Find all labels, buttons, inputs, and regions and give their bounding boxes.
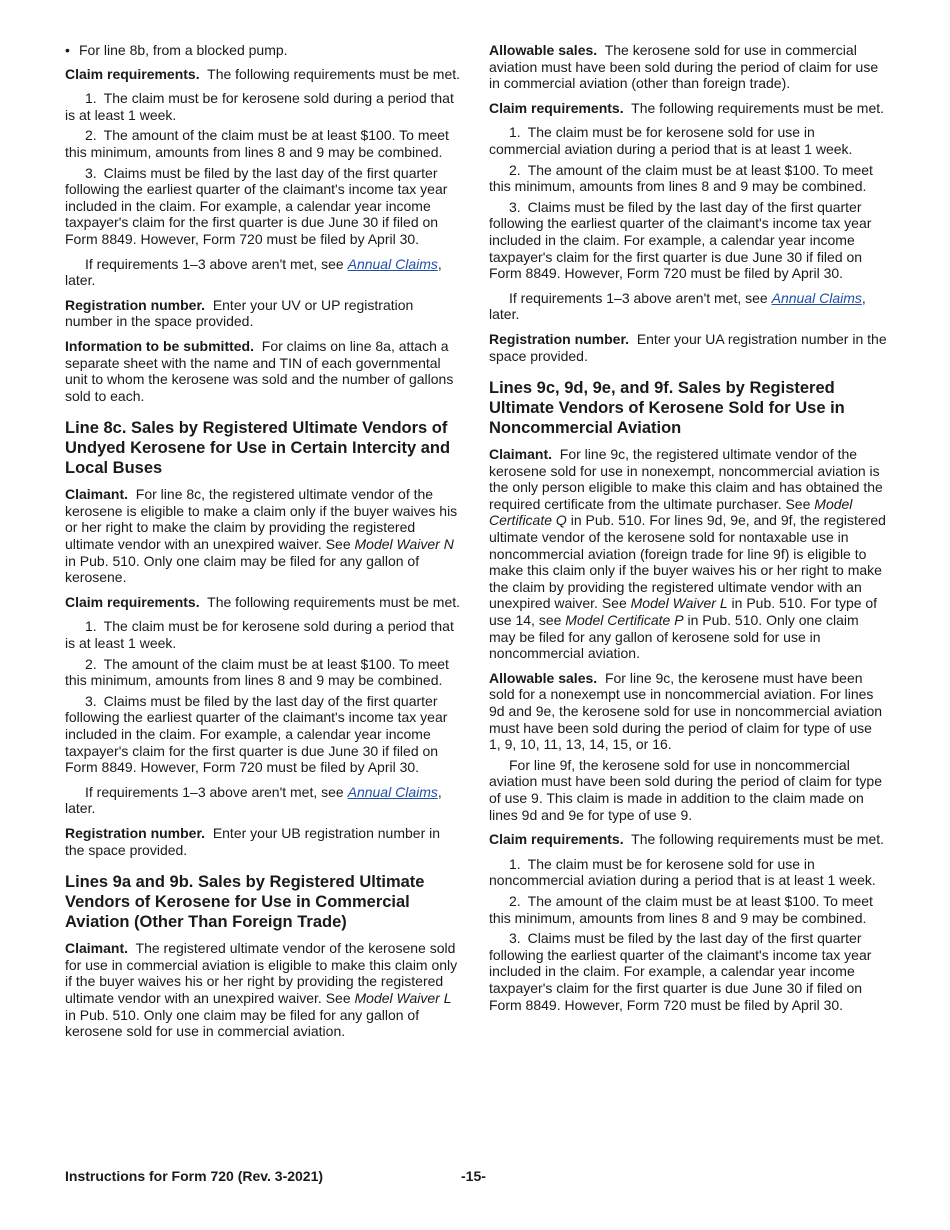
footer-form-title: Instructions for Form 720 (Rev. 3-2021): [65, 1168, 324, 1184]
requirement-item: 3. Claims must be filed by the last day of the first quarter following the earliest quarter of the claimant's income tax year included in the claim. For example, a calendar year income taxpayer's claim for the first quarter is due June 30 if filed on Form 8849. However, Form 720 must be filed by April 30.: [489, 930, 872, 1013]
claimant-9ab: Claimant. The registered ultimate vendor of the kerosene sold for use in commercial aviation is eligible to make this claim only if the buyer waives his or her right by providing the registered ultimate vendor with an unexpired waiver. See Model Waiver L in Pub. 510. Only one claim may be filed for any gallon of kerosene sold for use in commercial aviation.: [65, 940, 458, 1040]
claim-requirements-lead: Claim requirements.: [65, 65, 200, 82]
claim-requirements-9cf: Claim requirements. The following requirements must be met.: [489, 831, 885, 848]
heading-lines-9a-9b: Lines 9a and 9b. Sales by Registered Ultimate Vendors of Kerosene for Use in Commercial Aviation (Other Than Foreign Trade): [65, 873, 425, 932]
annual-claims-link[interactable]: Annual Claims: [347, 783, 438, 800]
heading-line-8c: Line 8c. Sales by Registered Ultimate Vendors of Undyed Kerosene for Use in Certain Intercity and Local Buses: [65, 419, 451, 478]
allowable-sales-lead: Allowable sales.: [489, 42, 598, 58]
requirements-not-met-note: If requirements 1–3 above aren't met, see Annual Claims, later.: [489, 289, 866, 323]
claim-requirements-8ab: [65, 66, 463, 83]
requirement-item: 3. Claims must be filed by the last day of the first quarter following the earliest quarter of the claimant's income tax year included in the claim. For example, a calendar year income taxpayer's claim for the first quarter is due June 30 if filed on Form 8849. However, Form 720 must be filed by April 30.: [65, 692, 448, 776]
registration-number-8ab: Registration number. Enter your UV or UP registration number in the space provided.: [65, 296, 414, 330]
bullet-line-8b: • For line 8b, from a blocked pump.: [65, 42, 463, 59]
model-waiver-l: Model Waiver L: [630, 595, 728, 612]
footer-page-number: -15-: [461, 1168, 486, 1184]
right-column: [489, 42, 887, 1021]
requirement-item: 2. The amount of the claim must be at least $100. To meet this minimum, amounts from lines 8 and 9 may be combined.: [489, 892, 873, 926]
information-to-be-submitted: Information to be submitted. For claims on line 8a, attach a separate sheet with the name and TIN of each governmental unit to whom the kerosene was sold and the number of gallons sold to each.: [65, 337, 454, 404]
annual-claims-link[interactable]: Annual Claims: [347, 255, 438, 272]
registration-number-8c: Registration number. Enter your UB registration number in the space provided.: [65, 824, 441, 858]
requirement-item: 2. The amount of the claim must be at least $100. To meet this minimum, amounts from lines 8 and 9 may be combined.: [65, 127, 449, 160]
allowable-sales-9ab: Allowable sales. The kerosene sold for use in commercial aviation must have been sold during the period of claim for use in commercial aviation (other than foreign trade).: [489, 42, 879, 92]
requirements-not-met-note: If requirements 1–3 above aren't met, see Annual Claims, later.: [65, 783, 442, 817]
model-waiver-l: Model Waiver L: [354, 989, 452, 1006]
requirement-item: 3. Claims must be filed by the last day of the first quarter following the earliest quarter of the claimant's income tax year included in the claim. For example, a calendar year income taxpayer's claim for the first quarter is due June 30 if filed on Form 8849. However, Form 720 must be filed by April 30.: [489, 198, 872, 282]
registration-number-lead: Registration number.: [65, 296, 206, 313]
registration-number-9ab: Registration number. Enter your UA registration number in the space provided.: [489, 330, 887, 364]
requirement-item: 1. The claim must be for kerosene sold for use in commercial aviation during a period that is at least 1 week.: [489, 124, 853, 157]
requirement-item: 2. The amount of the claim must be at least $100. To meet this minimum, amounts from lines 8 and 9 may be combined.: [65, 655, 449, 689]
registration-number-lead: Registration number.: [489, 330, 630, 347]
requirements-not-met-note: If requirements 1–3 above aren't met, see Annual Claims, later.: [65, 255, 442, 289]
claim-requirements-9ab: Claim requirements. The following requirements must be met.: [489, 99, 885, 116]
left-column: [65, 42, 463, 1048]
annual-claims-link[interactable]: Annual Claims: [771, 289, 862, 306]
model-certificate-p: Model Certificate P: [565, 612, 684, 629]
line-9f-paragraph: For line 9f, the kerosene sold for use in noncommercial aviation must have been sold during the period of claim for type of use 9. This claim is made in addition to the claim made on lines 9d and 9e for type of use 9.: [489, 756, 883, 823]
claim-requirements-lead: Claim requirements.: [489, 831, 624, 848]
claim-requirements-text: The following requirements must be met.: [207, 65, 461, 82]
allowable-sales-lead: Allowable sales.: [489, 669, 598, 686]
model-certificate-q: Model Certificate Q: [489, 495, 853, 529]
claimant-8c: Claimant. For line 8c, the registered ultimate vendor of the kerosene is eligible to make a claim only if the buyer waives his or her right to make the claim by providing the registered ultimate vendor with an unexpired waiver. See Model Waiver N in Pub. 510. Only one claim may be filed for any gallon of kerosene.: [65, 486, 458, 586]
claimant-lead: Claimant.: [65, 940, 129, 957]
information-lead: Information to be submitted.: [65, 337, 254, 354]
claimant-9cf: Claimant. For line 9c, the registered ultimate vendor of the kerosene sold for use in nonexempt, noncommercial aviation is the only person eligible to make this claim and has obtained the required certificate from the ultimate purchaser. See Model Certificate Q in Pub. 510. For lines 9d, 9e, and 9f, the registered ultimate vendor of the kerosene sold for nontaxable use in noncommercial aviation (foreign trade for line 9f) is eligible to make this claim only if the buyer waives his or her right to make the claim by providing the registered ultimate vendor with an unexpired waiver. See Model Waiver L in Pub. 510. For type of use 14, see Model Certificate P in Pub. 510. Only one claim may be filed for any gallon of kerosene sold for use in noncommercial aviation.: [489, 446, 886, 662]
claimant-lead: Claimant.: [65, 486, 129, 503]
heading-lines-9c-9f: Lines 9c, 9d, 9e, and 9f. Sales by Registered Ultimate Vendors of Kerosene Sold for Use in Noncommercial Aviation: [489, 379, 845, 438]
requirement-item: 1. The claim must be for kerosene sold for use in noncommercial aviation during a period that is at least 1 week.: [489, 855, 876, 889]
requirement-item: 1. The claim must be for kerosene sold during a period that is at least 1 week.: [65, 90, 454, 123]
claim-requirements-lead: Claim requirements.: [65, 593, 200, 610]
claimant-lead: Claimant.: [489, 446, 553, 463]
requirement-item: 2. The amount of the claim must be at least $100. To meet this minimum, amounts from lines 8 and 9 may be combined.: [489, 161, 873, 195]
registration-number-lead: Registration number.: [65, 824, 206, 841]
allowable-sales-9cf: Allowable sales. For line 9c, the kerosene must have been sold for a nonexempt use in noncommercial aviation. For lines 9d and 9e, the kerosene sold for use in noncommercial aviation must have been sold during the period of claim for type of use 1, 9, 10, 11, 13, 14, 15, or 16.: [489, 669, 883, 753]
requirement-item: 3. Claims must be filed by the last day of the first quarter following the earliest quarter of the claimant's income tax year included in the claim. For example, a calendar year income taxpayer's claim for the first quarter is due June 30 if filed on Form 8849. However, Form 720 must be filed by April 30.: [65, 164, 448, 247]
model-waiver-n: Model Waiver N: [354, 536, 454, 553]
claim-requirements-lead: Claim requirements.: [489, 99, 624, 116]
claim-requirements-8c: Claim requirements. The following requirements must be met.: [65, 593, 461, 610]
requirement-item: 1. The claim must be for kerosene sold during a period that is at least 1 week.: [65, 618, 454, 652]
